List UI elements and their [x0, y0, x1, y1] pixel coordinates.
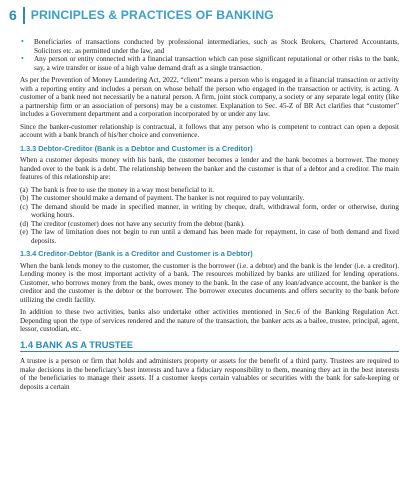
page-header — [0, 0, 416, 30]
list-item — [20, 203, 399, 220]
list-item — [20, 186, 399, 195]
list-item-text: The creditor (customer) does not have any security from the debtor (bank). — [31, 219, 245, 228]
list-marker: (a) — [20, 185, 28, 194]
paragraph-other-activities: In addition to these two activities, banks also undertake other activities mentioned in Sec.6 of the Banking Regulation Act. Depending upon the type of services rendered and the nature of the transaction, the banker acts as a bailee, trustee, principal, agent, lessor, custodian, etc. — [20, 308, 399, 333]
bullet-item — [20, 38, 399, 55]
list-item-text: The bank is free to use the money in a way most beneficial to it. — [31, 185, 215, 194]
bullet-text: Beneficiaries of transactions conducted by professional intermediaries, such as Stock Brokers, Chartered Accountants, Solicitors etc. as permitted under the law, and — [34, 38, 399, 55]
list-marker: (b) — [20, 194, 29, 202]
page-body — [20, 38, 399, 395]
list-marker: (d) — [20, 219, 29, 228]
list-item-text: The law of limitation does not begin to run until a demand has been made for repayment, in case of both demand and fixed deposits. — [31, 228, 399, 245]
list-item-text: The demand should be made in specified manner, in writing by cheque, draft, withdrawal form, order or otherwise, during working hours. — [31, 202, 399, 219]
paragraph-debtor-creditor: When a customer deposits money with his bank, the customer becomes a lender and the bank becomes a borrower. The money handed over to the bank is a debt. The relationship between the banker and the customer is that of a debtor and a creditor. The main features of this relationship are: — [20, 156, 399, 181]
list-item — [20, 194, 399, 203]
subheading-1-3-4: 1.3.4 Creditor-Debtor (Bank is a Creditor and Customer is a Debtor) — [20, 249, 253, 258]
paragraph-trustee: A trustee is a person or firm that holds and administers property or assets for the benefit of a third party. Trustees are required to make decisions in the beneficiary’s best interests and have a fiduciary responsibility to them, meaning they act in the best interests of the beneficiaries to manage their assets. If a customer keeps certain valuables or securities with the bank for safe-keeping or deposits a certain — [20, 357, 399, 391]
list-item — [20, 228, 399, 245]
features-list — [20, 186, 399, 246]
header-divider — [23, 7, 25, 24]
list-item-text: The customer should make a demand of payment. The banker is not required to pay voluntarily. — [31, 194, 305, 202]
list-item — [20, 220, 399, 229]
bullet-list — [20, 38, 399, 72]
list-marker: (e) — [20, 228, 28, 236]
running-title: PRINCIPLES & PRACTICES OF BANKING — [30, 8, 274, 22]
section-heading-1-4: 1.4 BANK AS A TRUSTEE — [20, 341, 399, 353]
bullet-text: Any person or entity connected with a financial transaction which can pose significant reputational or other risks to the bank, say, a wire transfer or issue of a high value demand draft as a single transaction. — [34, 55, 399, 72]
page-number: 6 — [9, 7, 17, 23]
paragraph-contract: Since the banker-customer relationship is contractual, it follows that any person who is competent to contract can open a deposit account with a bank branch of his/her choice and convenience. — [20, 122, 399, 139]
paragraph-pml-definition: As per the Prevention of Money Laundering Act, 2022, “client” means a person who is engaged in a financial transaction or activity with a reporting entity and includes a person on whose behalf the person who engaged in the transaction or activity, is acting. A customer of a bank need not necessarily be a natural person. A firm, joint stock company, a society or any separate legal entity (like a partnership firm or an association of persons) may be a customer. Explanation to Sec. 45-Z of BR Act clarifies that “customer” includes a Government department and a corporation incorporated by or under any law. — [20, 76, 399, 118]
bullet-item — [20, 55, 399, 72]
bullet-icon: • — [21, 54, 24, 63]
list-marker: (c) — [20, 202, 28, 211]
subheading-1-3-3: 1.3.3 Debtor-Creditor (Bank is a Debtor and Customer is a Creditor) — [20, 143, 253, 153]
paragraph-creditor-debtor: When the bank lends money to the customer, the customer is the borrower (i.e. a debtor) and the bank is the lender (i.e. a creditor). Lending money is the most important activity of a bank. The resources mobilized by banks are utilized for lending operations. Customer, who borrows money from the bank, owes money to the bank. In the case of any loan/advance account, the banker is the creditor and the customer is the debtor or the borrower. The borrower executes documents and offers security to the bank before utilizing the credit facility. — [20, 261, 399, 304]
bullet-icon: • — [21, 37, 24, 46]
